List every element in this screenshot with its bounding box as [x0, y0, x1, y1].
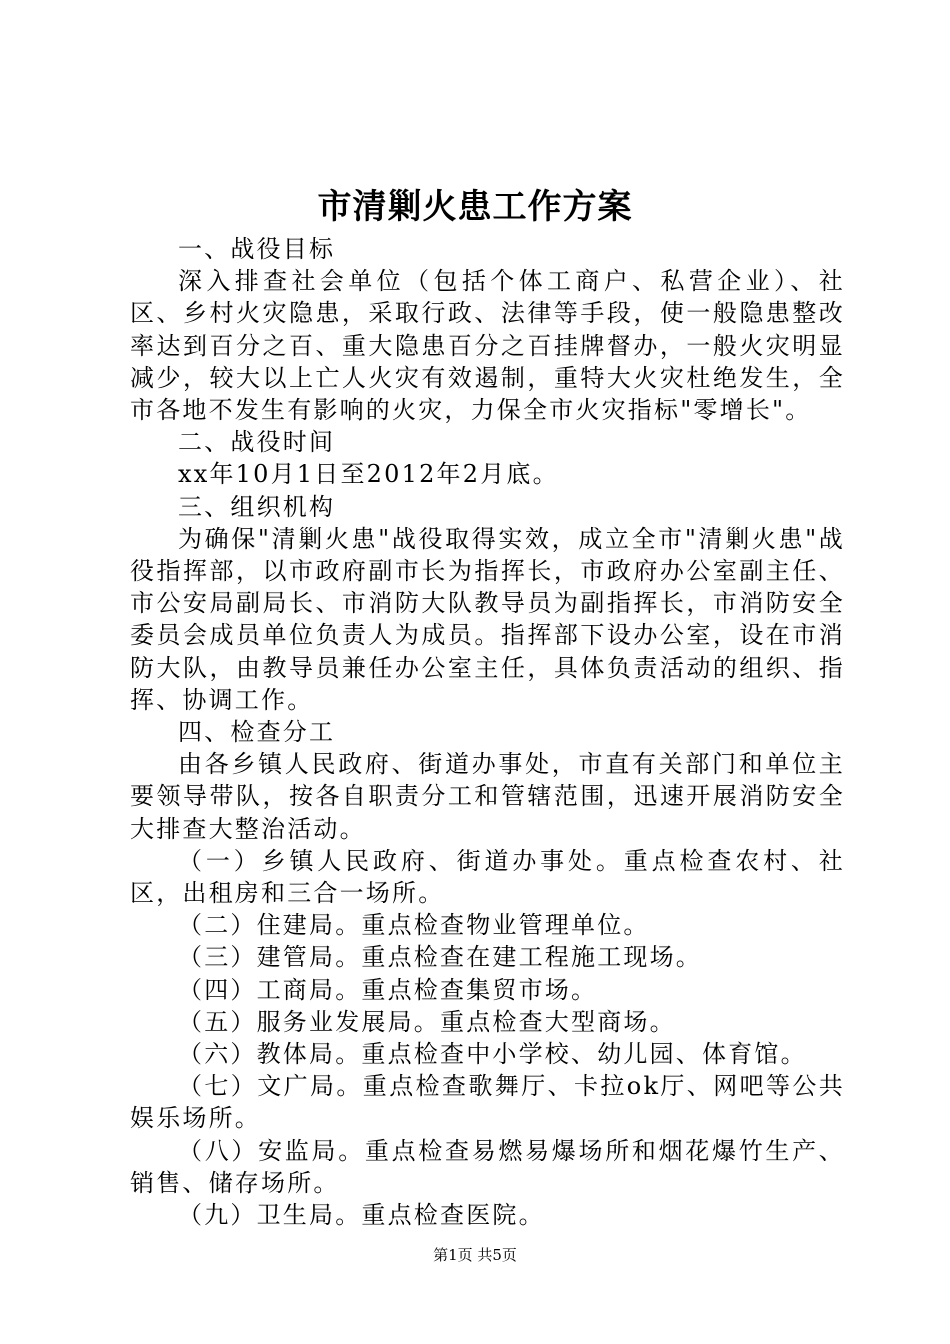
list-item-6: （六）教体局。重点检查中小学校、幼儿园、体育馆。	[178, 1040, 807, 1069]
document-title: 市清剿火患工作方案	[317, 187, 633, 227]
section-heading-time: 二、战役时间	[178, 428, 336, 457]
list-item-2: （二）住建局。重点检查物业管理单位。	[178, 911, 650, 940]
list-item-5: （五）服务业发展局。重点检查大型商场。	[178, 1007, 676, 1036]
list-item-7: （七）文广局。重点检查歌舞厅、卡拉ok厅、网吧等公共娱乐场所。	[130, 1072, 845, 1133]
list-item-3: （三）建管局。重点检查在建工程施工现场。	[178, 943, 702, 972]
paragraph-division: 由各乡镇人民政府、街道办事处，市直有关部门和单位主要领导带队，按各自职责分工和管辖范围，迅速开展消防安全大排查大整治活动。	[130, 750, 845, 843]
section-heading-organization: 三、组织机构	[178, 492, 336, 521]
paragraph-organization: 为确保"清剿火患"战役取得实效，成立全市"清剿火患"战役指挥部，以市政府副市长为指挥长，市政府办公室副主任、市公安局副局长、市消防大队教导员为副指挥长，市消防安全委员会成员单位负责人为成员。指挥部下设办公室，设在市消防大队，由教导员兼任办公室主任，具体负责活动的组织、指挥、协调工作。	[130, 524, 845, 714]
section-heading-division: 四、检查分工	[178, 718, 336, 747]
list-item-1: （一）乡镇人民政府、街道办事处。重点检查农村、社区，出租房和三合一场所。	[130, 846, 845, 908]
paragraph-time: xx年10月1日至2012年2月底。	[178, 460, 559, 489]
list-item-4: （四）工商局。重点检查集贸市场。	[178, 975, 598, 1004]
section-heading-goal: 一、战役目标	[178, 235, 336, 263]
document-body	[130, 233, 845, 1231]
list-item-8: （八）安监局。重点检查易燃易爆场所和烟花爆竹生产、销售、储存场所。	[130, 1136, 845, 1197]
page-footer: 第1页 共5页	[433, 1246, 517, 1264]
list-item-9: （九）卫生局。重点检查医院。	[178, 1201, 545, 1230]
paragraph-goal: 深入排查社会单位（包括个体工商户、私营企业）、社区、乡村火灾隐患，采取行政、法律等手段，使一般隐患整改率达到百分之百、重大隐患百分之百挂牌督办，一般火灾明显减少，较大以上亡人火灾有效遏制，重特大火灾杜绝发生，全市各地不发生有影响的火灾，力保全市火灾指标"零增长"。	[130, 267, 845, 425]
